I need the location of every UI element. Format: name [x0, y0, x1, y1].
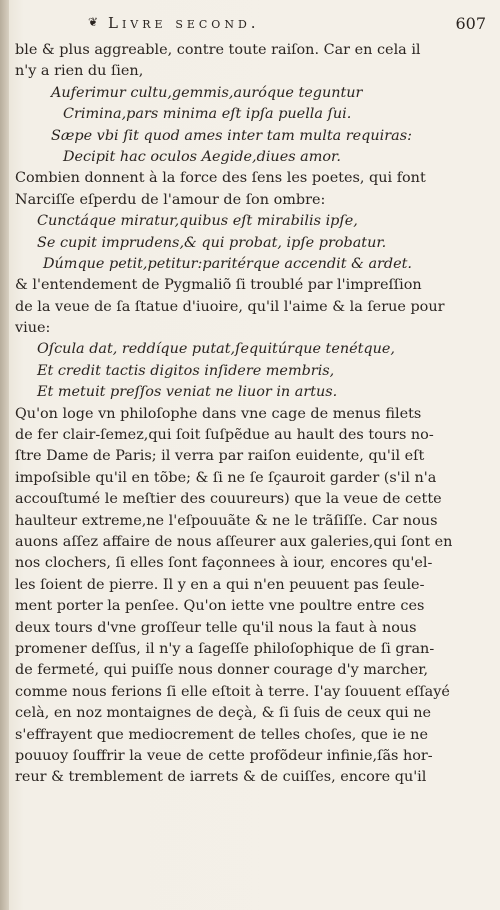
text-line: de la veue de ſa ſtatue d'iuoire, qu'il l'aime & la ſerue pour	[15, 298, 445, 315]
verse-line: Sæpe vbi ſit quod ames inter tam multa requiras:	[51, 127, 412, 144]
text-line: ble & plus aggreable, contre toute raiſon. Car en cela il	[15, 42, 421, 58]
verse-line: Dúmque petit,petitur:paritérque accendit & ardet.	[43, 255, 412, 272]
running-title: Livre second.	[108, 14, 260, 32]
text-line: promener deſſus, il n'y a ſageſſe philoſophique de ſi gran-	[15, 640, 435, 657]
page-header	[88, 14, 486, 38]
text-line: pouuoy ſouffrir la veue de cette profõdeur infinie,ſãs hor-	[15, 747, 433, 764]
verse-line: Decipit hac oculos Aegide,diues amor.	[63, 148, 341, 165]
text-line: & l'entendement de Pygmaliõ ſi troublé par l'impreſſion	[15, 277, 422, 294]
text-line: deux tours d'vne groſſeur telle qu'il nous la faut à nous	[15, 619, 417, 636]
text-line: auons aſſez affaire de nous aſſeurer aux galeries,qui ſont en	[15, 533, 453, 550]
body-text	[15, 40, 485, 789]
text-line: accouſtumé le meſtier des couureurs) que la veue de cette	[15, 491, 442, 508]
page-binding-edge	[0, 0, 9, 910]
text-line: s'effrayent que mediocrement de telles choſes, que ie ne	[15, 726, 428, 743]
text-line: de fermeté, qui puiſſe nous donner courage d'y marcher,	[15, 662, 429, 679]
text-line: Combien donnent à la force des ſens les poetes, qui font	[15, 170, 426, 187]
text-line: haulteur extreme,ne l'eſpouuãte & ne le trãſiſſe. Car nous	[15, 512, 438, 529]
verse-line: Cunctáque miratur,quibus eſt mirabilis ipſe,	[37, 213, 358, 230]
text-line: Narciſſe eſperdu de l'amour de ſon ombre:	[15, 191, 326, 208]
text-line: Qu'on loge vn philoſophe dans vne cage de menus filets	[15, 405, 422, 422]
text-line: ſtre Dame de Paris; il verra par raiſon euidente, qu'il eſt	[15, 448, 425, 465]
verse-line: Se cupit imprudens,& qui probat, ipſe probatur.	[37, 234, 387, 251]
verse-line: Oſcula dat, reddíque putat,ſequitúrque tenétque,	[37, 341, 395, 358]
text-line: ment porter la penſee. Qu'on iette vne poultre entre ces	[15, 598, 425, 615]
verse-line: Et metuit preſſos veniat ne liuor in artus.	[37, 384, 338, 401]
text-line: de fer clair-ſemez,qui ſoit ſuſpẽdue au hault des tours no-	[15, 427, 434, 444]
verse-line: Crimina,pars minima eſt ipſa puella ſui.	[63, 106, 352, 123]
text-line: impoſsible qu'il en tõbe; & ſi ne ſe ſçauroit garder (s'il n'a	[15, 469, 437, 486]
text-line: celà, en noz montaignes de deçà, & ſi ſuis de ceux qui ne	[15, 705, 431, 722]
verse-line: Et credit tactis digitos inſidere membris,	[37, 362, 335, 379]
text-line: comme nous ferions ſi elle eſtoit à terre. I'ay ſouuent eſſayé	[15, 683, 450, 700]
header-ornament: ❦	[88, 15, 103, 29]
verse-line: Auferimur cultu,gemmis,auróque teguntur	[51, 84, 363, 101]
page-number: 607	[455, 14, 486, 33]
text-line: nos clochers, ſi elles ſont façonnees à iour, encores qu'el-	[15, 555, 433, 572]
text-line: reur & tremblement de iarrets & de cuiſſes, encore qu'il	[15, 769, 427, 786]
text-line: viue:	[15, 320, 51, 337]
text-line: les ſoient de pierre. Il y en a qui n'en peuuent pas ſeule-	[15, 576, 425, 593]
text-line: n'y a rien du ſien,	[15, 63, 144, 80]
